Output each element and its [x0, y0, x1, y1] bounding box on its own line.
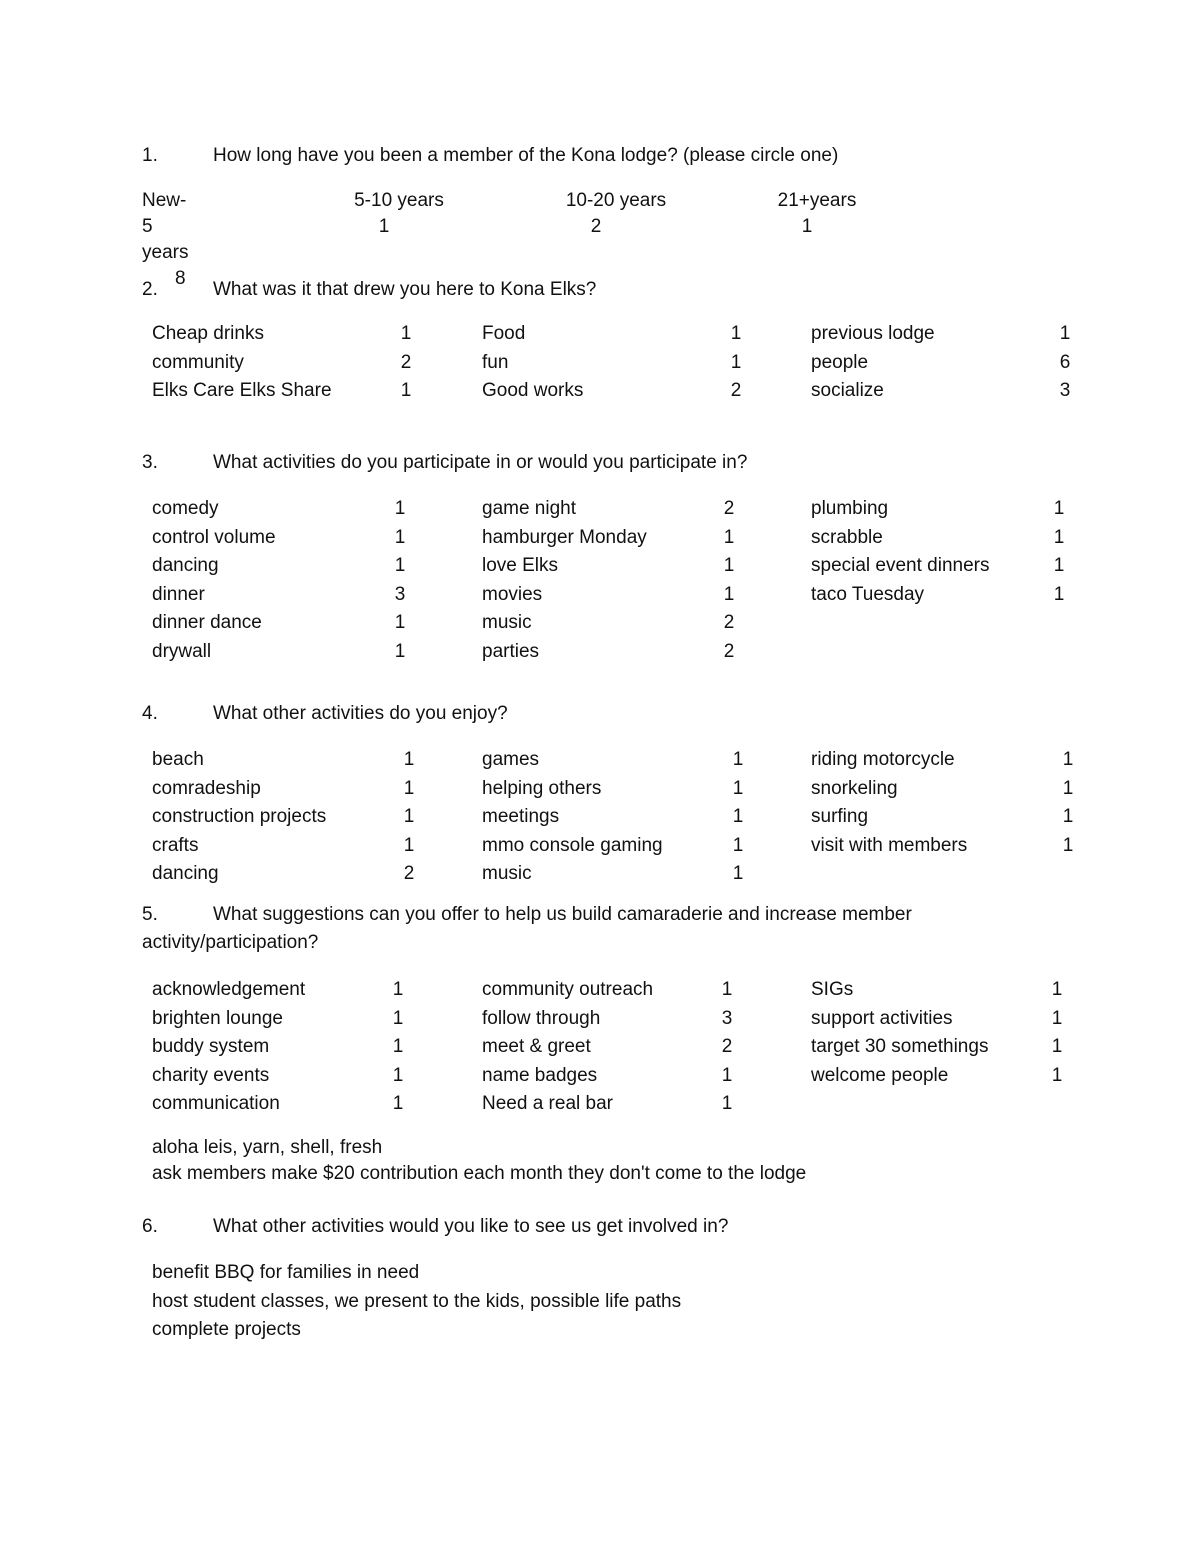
response-count: 1 [1053, 498, 1065, 519]
response-label: games [482, 749, 540, 770]
response-label: Food [482, 323, 526, 344]
response-count: 1 [1053, 584, 1065, 605]
tenure-count: 1 [801, 216, 813, 237]
response-label: hamburger Monday [482, 527, 647, 548]
response-count: 1 [721, 979, 733, 1000]
question-text: How long have you been a member of the Kona lodge? (please circle one) [213, 145, 839, 166]
response-label: music [482, 612, 532, 633]
response-count: 1 [400, 380, 412, 401]
response-label: Good works [482, 380, 584, 401]
response-count: 1 [732, 749, 744, 770]
tenure-option [737, 188, 897, 240]
response-count: 1 [732, 835, 744, 856]
response-label: beach [152, 749, 204, 770]
response-count: 1 [721, 1093, 733, 1114]
response-count: 1 [1051, 979, 1063, 1000]
response-label: dancing [152, 863, 219, 884]
response-label: visit with members [811, 835, 968, 856]
response-label: movies [482, 584, 543, 605]
response-label: love Elks [482, 555, 559, 576]
response-count: 1 [1051, 1008, 1063, 1029]
q5-comment: aloha leis, yarn, shell, fresh [152, 1137, 383, 1158]
response-count: 2 [721, 1036, 733, 1057]
response-count: 1 [394, 612, 406, 633]
response-count: 1 [721, 1065, 733, 1086]
response-count: 3 [721, 1008, 733, 1029]
response-count: 1 [1059, 323, 1071, 344]
response-count: 1 [1062, 778, 1074, 799]
response-count: 1 [392, 1036, 404, 1057]
response-label: people [811, 352, 869, 373]
question-text: What other activities would you like to see us get involved in? [213, 1216, 729, 1237]
response-label: comradeship [152, 778, 261, 799]
response-label: riding motorcycle [811, 749, 955, 770]
response-label: follow through [482, 1008, 601, 1029]
response-count: 1 [730, 352, 742, 373]
response-label: helping others [482, 778, 602, 799]
tenure-count: 1 [378, 216, 390, 237]
response-count: 1 [723, 584, 735, 605]
response-label: charity events [152, 1065, 270, 1086]
response-count: 1 [1062, 835, 1074, 856]
response-count: 1 [394, 555, 406, 576]
response-count: 1 [723, 527, 735, 548]
response-label: community [152, 352, 244, 373]
response-count: 1 [1062, 749, 1074, 770]
response-count: 1 [394, 498, 406, 519]
response-count: 6 [1059, 352, 1071, 373]
response-label: Need a real bar [482, 1093, 613, 1114]
response-label: surfing [811, 806, 869, 827]
response-count: 1 [392, 1065, 404, 1086]
tenure-label: New-5 years [142, 190, 189, 263]
response-label: previous lodge [811, 323, 935, 344]
q6-comment: benefit BBQ for families in need [152, 1262, 420, 1283]
response-count: 3 [394, 584, 406, 605]
response-label: plumbing [811, 498, 889, 519]
response-count: 1 [723, 555, 735, 576]
response-count: 1 [392, 979, 404, 1000]
response-label: mmo console gaming [482, 835, 663, 856]
response-label: comedy [152, 498, 219, 519]
response-label: music [482, 863, 532, 884]
tenure-option [142, 188, 188, 292]
response-label: construction projects [152, 806, 327, 827]
response-label: meet & greet [482, 1036, 591, 1057]
response-count: 2 [723, 641, 735, 662]
response-count: 1 [732, 778, 744, 799]
question-number: 4. [142, 703, 158, 724]
question-text: What other activities do you enjoy? [213, 703, 508, 724]
question-5 [142, 901, 962, 957]
response-label: control volume [152, 527, 276, 548]
response-label: Cheap drinks [152, 323, 264, 344]
response-label: acknowledgement [152, 979, 306, 1000]
response-label: parties [482, 641, 540, 662]
question-text: What activities do you participate in or would you participate in? [213, 452, 748, 473]
question-number: 5. [142, 904, 158, 925]
response-label: welcome people [811, 1065, 949, 1086]
response-label: community outreach [482, 979, 654, 1000]
response-label: buddy system [152, 1036, 270, 1057]
response-count: 1 [392, 1008, 404, 1029]
response-count: 1 [400, 323, 412, 344]
response-label: name badges [482, 1065, 598, 1086]
q5-comment: ask members make $20 contribution each month they don't come to the lodge [152, 1163, 807, 1184]
tenure-label: 10-20 years [565, 190, 667, 211]
response-label: SIGs [811, 979, 854, 1000]
response-count: 1 [1051, 1036, 1063, 1057]
question-number: 2. [142, 279, 158, 300]
question-text: What was it that drew you here to Kona Elks? [213, 279, 597, 300]
response-label: target 30 somethings [811, 1036, 989, 1057]
response-count: 2 [400, 352, 412, 373]
response-label: special event dinners [811, 555, 990, 576]
response-count: 1 [403, 806, 415, 827]
response-label: drywall [152, 641, 212, 662]
response-count: 1 [403, 778, 415, 799]
response-label: snorkeling [811, 778, 898, 799]
response-label: dinner [152, 584, 205, 605]
response-label: support activities [811, 1008, 953, 1029]
response-label: communication [152, 1093, 280, 1114]
response-count: 1 [1053, 555, 1065, 576]
response-count: 2 [403, 863, 415, 884]
response-count: 1 [394, 641, 406, 662]
tenure-label: 21+years [777, 190, 857, 211]
tenure-count: 8 [175, 268, 186, 289]
tenure-count: 2 [590, 216, 602, 237]
question-text: What suggestions can you offer to help us build camaraderie and increase member activity/participation? [142, 904, 912, 953]
response-count: 1 [1053, 527, 1065, 548]
response-count: 2 [730, 380, 742, 401]
response-label: Elks Care Elks Share [152, 380, 332, 401]
response-count: 1 [732, 806, 744, 827]
response-count: 2 [723, 612, 735, 633]
response-count: 1 [732, 863, 744, 884]
response-label: game night [482, 498, 577, 519]
question-number: 6. [142, 1216, 158, 1237]
response-count: 1 [394, 527, 406, 548]
response-count: 1 [392, 1093, 404, 1114]
response-label: crafts [152, 835, 199, 856]
response-count: 1 [730, 323, 742, 344]
response-label: scrabble [811, 527, 883, 548]
q6-comment: complete projects [152, 1319, 301, 1340]
response-label: taco Tuesday [811, 584, 925, 605]
response-count: 3 [1059, 380, 1071, 401]
tenure-label: 5-10 years [354, 190, 444, 211]
response-count: 1 [1062, 806, 1074, 827]
tenure-option [536, 188, 696, 240]
response-count: 1 [1051, 1065, 1063, 1086]
response-label: fun [482, 352, 509, 373]
response-count: 1 [403, 835, 415, 856]
response-label: brighten lounge [152, 1008, 283, 1029]
tenure-option [319, 188, 479, 240]
response-count: 1 [403, 749, 415, 770]
question-number: 3. [142, 452, 158, 473]
response-label: dinner dance [152, 612, 262, 633]
response-count: 2 [723, 498, 735, 519]
response-label: socialize [811, 380, 884, 401]
question-number: 1. [142, 145, 158, 166]
q6-comment: host student classes, we present to the kids, possible life paths [152, 1291, 682, 1312]
response-label: dancing [152, 555, 219, 576]
response-label: meetings [482, 806, 560, 827]
